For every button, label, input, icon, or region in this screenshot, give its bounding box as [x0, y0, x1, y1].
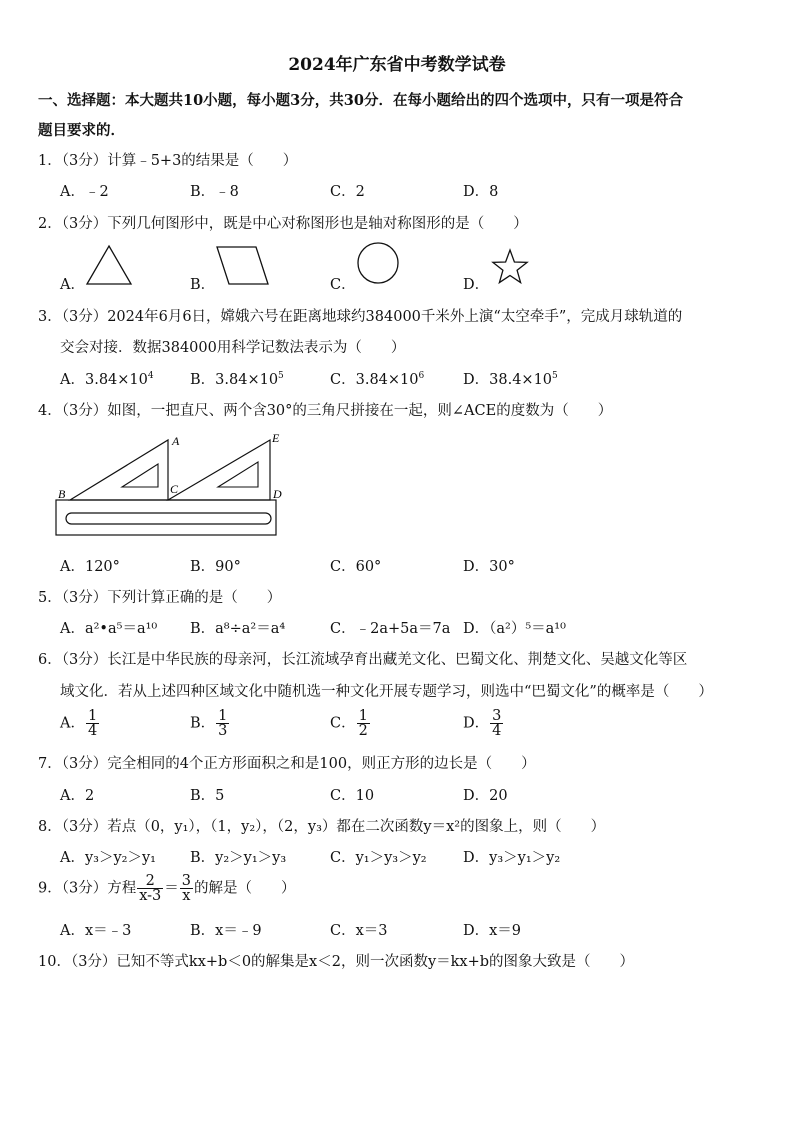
- figure-label-c: C: [170, 482, 179, 496]
- q3-option-c: C．$3.84\times 10^6$: [330, 371, 425, 388]
- question-6-stem-line2: 域文化．若从上述四种区域文化中随机选一种文化开展专题学习，则选中“巴蜀文化”的概率是（ ）: [60, 684, 713, 700]
- q2-option-c: C．: [330, 277, 356, 293]
- q5-option-a: A．a²•a⁵＝a¹⁰: [60, 621, 158, 637]
- figure-label-a: A: [172, 434, 180, 448]
- question-1-stem: 1．（3分）计算﹣5+3的结果是（ ）: [38, 153, 298, 169]
- q5-option-d: D．（a²）⁵＝a¹⁰: [463, 621, 566, 637]
- question-6-stem-line1: 6．（3分）长江是中华民族的母亲河，长江流域孕育出藏羌文化、巴蜀文化、荆楚文化、吴越文化等区: [38, 652, 688, 668]
- q7-option-b: B．5: [190, 788, 225, 804]
- q1-option-d: D．8: [463, 184, 499, 200]
- question-3-stem-line2: 交会对接．数据384000用科学记数法表示为（ ）: [60, 340, 406, 356]
- q7-option-a: A．2: [60, 788, 95, 804]
- q9-option-b: B．x＝﹣9: [190, 923, 262, 939]
- q8-option-d: D．y₃＞y₁＞y₂: [463, 850, 561, 866]
- question-9-stem: 9．（3分）方程 $\frac{2}{x-3}$ ＝ $\frac{3}{x}$ 的解是（ ）: [38, 873, 296, 904]
- q9-option-a: A．x＝﹣3: [60, 923, 132, 939]
- circle-icon: [356, 241, 402, 287]
- q4-option-c: C．60°: [330, 559, 382, 575]
- star-icon: [490, 248, 530, 288]
- question-4-stem: 4．（3分）如图，一把直尺、两个含30°的三角尺拼接在一起，则∠ACE的度数为（ ）: [38, 403, 613, 419]
- section-heading-line1: 一、选择题：本大题共10小题，每小题3分，共30分．在每小题给出的四个选项中，只有一项是符合: [38, 92, 683, 109]
- q4-option-d: D．30°: [463, 559, 515, 575]
- q2-option-b: B．: [190, 277, 216, 293]
- q6-option-b: B． $\frac{1}{3}$: [190, 708, 228, 739]
- section-heading-line2: 题目要求的．: [38, 122, 125, 139]
- q8-option-b: B．y₂＞y₁＞y₃: [190, 850, 287, 866]
- q9-right-fraction: $\frac{3}{x}$: [181, 873, 191, 904]
- question-10-stem: 10．（3分）已知不等式kx+b＜0的解集是x＜2，则一次函数y＝kx+b的图象大致是（ ）: [38, 954, 635, 970]
- q1-option-a: A．﹣2: [60, 184, 109, 200]
- question-7-stem: 7．（3分）完全相同的4个正方形面积之和是100，则正方形的边长是（ ）: [38, 756, 536, 772]
- q3-option-a: A．$3.84\times 10^4$: [60, 371, 154, 388]
- q3-option-b: B．$3.84\times 10^5$: [190, 371, 284, 388]
- question-2-stem: 2．（3分）下列几何图形中，既是中心对称图形也是轴对称图形的是（ ）: [38, 216, 528, 232]
- page-title: 2024年广东省中考数学试卷: [288, 55, 506, 75]
- q6-option-a: A． $\frac{1}{4}$: [60, 708, 98, 739]
- q4-option-b: B．90°: [190, 559, 241, 575]
- ruler-triangles-figure: [50, 428, 290, 538]
- q4-option-a: A．120°: [60, 559, 120, 575]
- q2-option-d: D．: [463, 277, 490, 293]
- q9-option-d: D．x＝9: [463, 923, 522, 939]
- q1-option-b: B．﹣8: [190, 184, 239, 200]
- q7-option-c: C．10: [330, 788, 375, 804]
- q2-option-a: A．: [60, 277, 85, 293]
- question-8-stem: 8．（3分）若点（0，y₁），（1，y₂），（2，y₃）都在二次函数y＝x²的图象上，则（ ）: [38, 819, 606, 835]
- figure-label-b: B: [58, 487, 66, 501]
- q3-option-d: D．$38.4\times 10^5$: [463, 371, 558, 388]
- q8-option-c: C．y₁＞y₃＞y₂: [330, 850, 427, 866]
- figure-label-e: E: [272, 431, 280, 445]
- q9-left-fraction: $\frac{2}{x-3}$: [139, 873, 162, 904]
- q5-option-c: C．﹣2a+5a＝7a: [330, 621, 451, 637]
- figure-label-d: D: [273, 487, 282, 501]
- q6-option-d: D． $\frac{3}{4}$: [463, 708, 502, 739]
- q5-option-b: B．a⁸÷a²＝a⁴: [190, 621, 286, 637]
- triangle-icon: [86, 244, 132, 286]
- q1-option-c: C．2: [330, 184, 365, 200]
- question-5-stem: 5．（3分）下列计算正确的是（ ）: [38, 590, 282, 606]
- q6-option-c: C． $\frac{1}{2}$: [330, 708, 368, 739]
- q8-option-a: A．y₃＞y₂＞y₁: [60, 850, 156, 866]
- q9-option-c: C．x＝3: [330, 923, 388, 939]
- question-3-stem-line1: 3．（3分）2024年6月6日，嫦娥六号在距离地球约384000千米外上演“太空牵手”，完成月球轨道的: [38, 309, 683, 325]
- q7-option-d: D．20: [463, 788, 508, 804]
- parallelogram-icon: [216, 246, 270, 286]
